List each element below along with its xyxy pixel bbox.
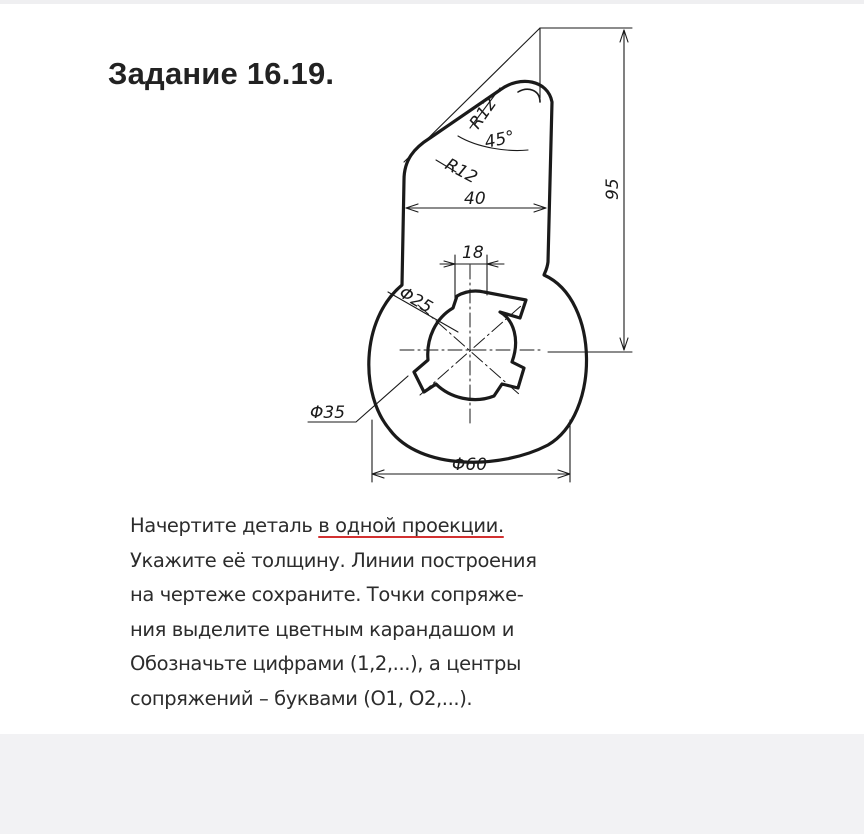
dim-width-40: 40 — [464, 189, 486, 209]
task-title: Задание 16.19. — [108, 56, 335, 91]
instruction-line-1-start: Начертите деталь — [130, 514, 319, 537]
instruction-line-3: на чертеже сохраните. Точки сопряже- — [130, 583, 524, 606]
dim-height-95: 95 — [603, 178, 623, 200]
task-sheet — [0, 4, 864, 734]
part-outline — [369, 81, 587, 462]
instruction-underlined-phrase: в одной проекции. — [318, 514, 504, 537]
instruction-line-5: Обозначьте цифрами (1,2,...), а центры — [130, 652, 521, 675]
dim-key-18: 18 — [462, 243, 484, 263]
dim-dia-35: Φ35 — [310, 403, 346, 423]
dim-dia-60: Φ60 — [452, 455, 488, 475]
dim-dia-25: Φ25 — [395, 283, 436, 318]
dim-angle-45: 45° — [482, 127, 517, 153]
part-step-line — [518, 89, 540, 102]
instruction-line-4: ния выделите цветным карандашом и — [130, 617, 514, 641]
task-instructions — [130, 509, 690, 716]
instruction-line-6: сопряжений – буквами (О1, О2,...). — [130, 686, 473, 710]
dim-r12-inner: R12 — [441, 154, 481, 189]
dim-r12-top: R12 — [465, 93, 502, 133]
bottom-empty-area — [0, 734, 864, 834]
instruction-line-2: Укажите её толщину. Линии построения — [130, 548, 537, 572]
instruction-line-1 — [130, 509, 690, 544]
